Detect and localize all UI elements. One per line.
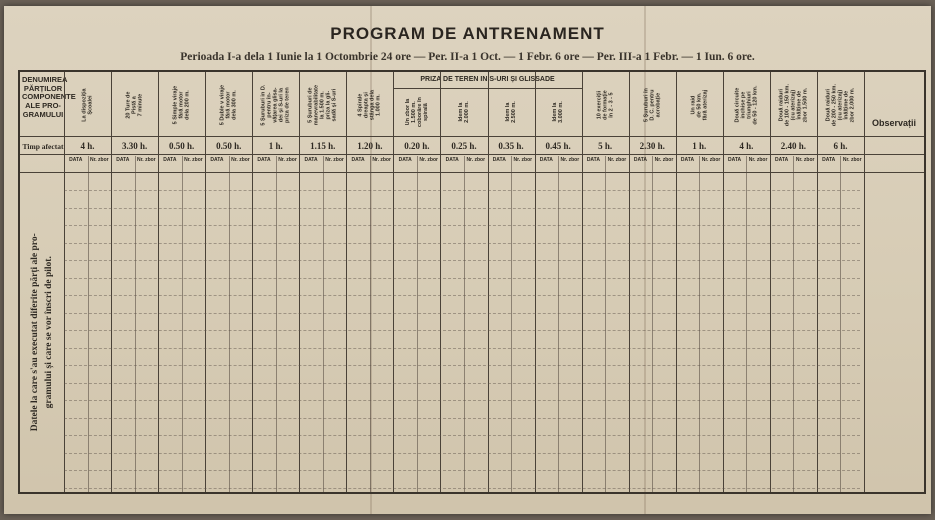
column-header [299,74,346,136]
sub-label-data: DATA [822,157,836,163]
entry-row-line [64,348,860,349]
sub-label-data: DATA [351,157,365,163]
column-header [440,88,487,136]
subcolumn-divider [417,156,418,492]
column-header [535,88,582,136]
time-value: 0.50 h. [216,141,242,151]
page-subtitle: Perioada I-a dela 1 Iunie la 1 Octombrie 24 ore — Per. II-a 1 Oct. — 1 Febr. 6 ore — Per. III-a 1 Febr. — 1 Iun. 6 ore. [180,51,755,63]
sub-label-nr-zbor: Nr. zbor [560,157,580,163]
column-header-text: 20 Ture de Pistă a 7 minute [125,91,144,119]
subcolumn-divider [558,156,559,492]
entry-row-line [64,470,860,471]
column-header [158,74,205,136]
sub-label-data: DATA [398,157,412,163]
sub-label-nr-zbor: Nr. zbor [419,157,438,163]
column-header [111,74,158,136]
sub-label-data: DATA [210,157,224,163]
sub-label-nr-zbor: Nr. zbor [278,157,297,163]
subcolumn-divider [323,156,324,492]
time-value: 0.45 h. [545,141,571,151]
column-header-text: 4 Spirale dreapta și stânga dela 1.000 m. [357,89,382,121]
side-label-line2: gramului și care se vor înscri de pilot. [44,255,55,409]
time-value: 0.20 h. [404,141,430,151]
subcolumn-divider [840,156,841,492]
time-value: 2.30 h. [639,141,665,151]
column-header [252,74,299,136]
column-header-text: 5 Șuruburi în D. C. pentru acrobație [643,88,662,122]
sub-label-nr-zbor: Nr. zbor [325,157,344,163]
time-value: 2.40 h. [780,141,807,151]
column-header-text: Un raid de 50 km. fără aterizaj [690,89,709,121]
sub-label-data: DATA [586,157,600,163]
time-value: 5 h. [598,141,613,151]
time-value: 1.15 h. [310,141,336,151]
sub-label-data: DATA [69,157,83,163]
sub-label-data: DATA [680,157,695,163]
column-header [817,74,864,136]
sub-label-nr-zbor: Nr. zbor [372,157,391,163]
column-header-text: Două raiduri de 200 - 250 km. (cu aterizaj) înălțime de zbor 2.000 m. [825,83,856,127]
column-header-text: Două circuite inchise pe triunghiuri de 50 - 120 km. [734,85,759,125]
entry-row-line [64,208,860,209]
subcolumn-divider [276,156,277,492]
sub-label-nr-zbor: Nr. zbor [466,157,486,163]
observations-header: Observații [871,118,917,128]
header-divider [20,136,924,137]
entry-row-line [64,243,860,244]
column-header-text: Idem la 2.500 m. [504,101,518,123]
column-header-text: 5 Duble v viraje fără motor dela 300 m. [219,84,238,126]
priza-group-title: PRIZA DE TEREN IN S-URI ȘI GLISSADE [420,76,555,83]
subcolumn-divider [652,156,653,492]
sub-label-nr-zbor: Nr. zbor [795,157,815,163]
subcolumn-divider [793,156,794,492]
paper-sheet [4,6,931,514]
sub-label-data: DATA [304,157,318,163]
entry-row-line [64,330,860,331]
subcolumn-divider [699,156,700,492]
subcolumn-divider [464,156,465,492]
time-value: 0.25 h. [451,141,477,151]
sub-label-nr-zbor: Nr. zbor [607,157,627,163]
page-title: PROGRAM DE ANTRENAMENT [330,24,605,43]
entry-row-line [64,400,860,401]
column-header [629,74,676,136]
time-value: 1.20 h. [357,141,383,151]
sub-label-nr-zbor: Nr. zbor [184,157,203,163]
time-row-divider [20,154,924,155]
entry-row-line [64,418,860,419]
side-label-line1: Datele la care s'au executat diferite părți ale pro- [29,232,40,432]
column-header [582,74,629,136]
sub-label-nr-zbor: Nr. zbor [89,157,109,163]
subcolumn-divider [370,156,371,492]
side-label [22,172,62,492]
time-value: 6 h. [833,141,848,151]
time-value: 3.30 h. [121,141,148,151]
entry-row-line [64,278,860,279]
sub-label-nr-zbor: Nr. zbor [842,157,862,163]
subcolumn-divider [229,156,230,492]
entry-row-line [64,453,860,454]
sub-label-nr-zbor: Nr. zbor [231,157,250,163]
subcolumn-divider [135,156,136,492]
column-header-text: Idem la 3.000 m. [552,101,565,123]
priza-group-divider [393,88,581,89]
entry-row-line [64,383,860,384]
subheader-divider [20,172,924,173]
column-header [770,74,817,136]
entry-row-line [64,225,860,226]
column-header-text: 5 Șuruburi de manevrabilitate la 1.500 m. priza la gli- sadă și S-uri [307,84,338,126]
entry-row-line [64,190,860,191]
entry-row-line [64,260,860,261]
column-header [205,74,252,136]
time-value: 0.50 h. [169,141,195,151]
subcolumn-divider [746,156,747,492]
column-header-text: Două raiduri de 100 - 150 km. (cu aterizaj) înălțime de zbor 1.500 m. [778,83,809,127]
sub-label-nr-zbor: Nr. zbor [137,157,156,163]
time-value: 1 h. [692,141,707,151]
time-value: 0.35 h. [498,141,524,151]
sub-label-nr-zbor: Nr. zbor [654,157,674,163]
sub-label-data: DATA [775,157,789,163]
subcolumn-divider [88,156,89,492]
sub-label-data: DATA [633,157,648,163]
sub-label-nr-zbor: Nr. zbor [748,157,768,163]
observations-divider [864,72,865,492]
first-column-header: DENUMIREA PĂRȚILOR COMPONENTE ALE PRO- GRAMULUI [22,75,76,119]
subcolumn-divider [182,156,183,492]
column-header-text: 10 exerciții de formație în 2 - 3 - 5 [596,90,615,120]
entry-row-line [64,295,860,296]
sub-label-data: DATA [445,157,459,163]
time-value: 4 h. [739,141,754,151]
time-value: 1 h. [268,141,283,151]
sub-label-data: DATA [163,157,177,163]
column-header [723,74,770,136]
sub-label-data: DATA [257,157,271,163]
subcolumn-divider [605,156,606,492]
column-header [676,74,723,136]
sub-label-data: DATA [539,157,553,163]
sub-label-data: DATA [492,157,506,163]
sub-label-data: DATA [116,157,130,163]
entry-row-line [64,313,860,314]
column-header-text: 5 Simple viraje fără motor dela 200 m. [172,85,191,125]
time-value: 4 h. [80,141,95,151]
column-header-text: Idem la 2.000 m. [457,101,470,123]
time-row-label: Timp afectat [22,142,64,151]
sub-label-nr-zbor: Nr. zbor [701,157,721,163]
column-header [346,74,393,136]
entry-row-line [64,488,860,489]
sub-label-nr-zbor: Nr. zbor [513,157,533,163]
entry-row-line [64,365,860,366]
training-table [18,70,926,494]
subcolumn-divider [511,156,512,492]
column-header [64,74,111,136]
column-header-text: La dispoziția Școalei [81,88,94,122]
sub-label-data: DATA [727,157,742,163]
column-header-text: Un zbor la 1.500 m. coborâre în spirală [404,97,429,127]
column-header-text: 5 Șuruburi in D. pentru în- vățarea glisa- dei și S-uri la priza de teren [260,84,291,126]
column-header [488,88,535,136]
entry-row-line [64,435,860,436]
column-header [393,88,440,136]
